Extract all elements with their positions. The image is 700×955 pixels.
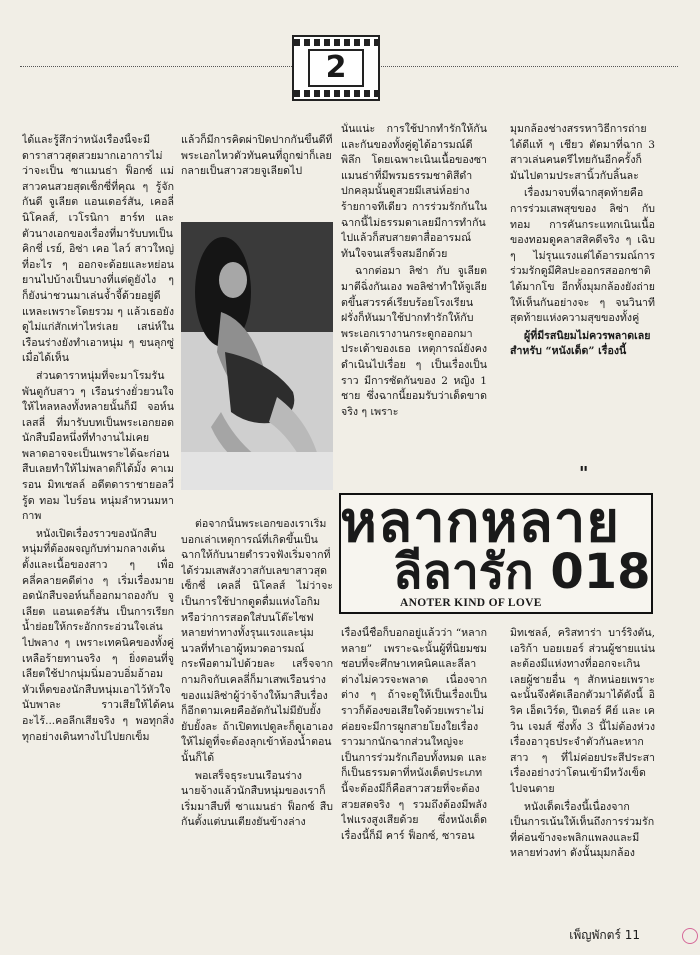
paragraph: มุมกล้องช่างสรรหาวิธีการถ่ายได้ดีแท้ ๆ เชียว ตัดมาที่ฉาก 3 สาวเล่นคนตรีไทยกันอีกครั้งก็มันไปตามประสานิ้วกับลิ้นละ — [510, 123, 655, 182]
article-column-1 — [22, 133, 174, 923]
headline-title-line1: หลากหลาย — [340, 490, 621, 555]
paragraph: หนังเปิดเรื่องราวของนักสืบหนุ่มที่ต้องผจญกับท่ามกลางเต้นตั้งและเนื้อของสาว ๆ เพื่อคลี่คลายคดีต่าง ๆ เริ่มเรื่องมายอดนักสืบจอห์นก็ออกมาถองกับ จูเลียต แอนเดอร์สัน เป็นการเรียกน้ำย่อยให้กระอักกระอ่วนใจเล่นไปพลาง ๆ เพราะเทคนิคของทั้งคู่เหลือร้ายทานจริง ๆ ยิ่งตอนที่จูเลียตใช้ปากนุ่มนิ่มอวบอิ่มอ้าอมหัวเห็ดของนักสืบหนุ่มเอาไว้หัวใจนับพาละ ราวเสียให้ได้คนอะไร้...คอลีกเสียจริง ๆ พอทุกสิ่งทุกอย่างเดินทางไปไปยกเข็ม — [22, 527, 174, 743]
film-strip-top-icon — [294, 39, 378, 46]
paragraph: พอเสร็จธุระบนเรือนร่างนายจ้างแล้วนักสืบหนุ่มของเราก็เริ่มมาสืบที่ ซาแมนธ่า ฟ็อกซ์ สืบกันตั้งแต่บนเตียงยันข้างล่าง — [181, 769, 333, 829]
article-column-4 — [510, 122, 655, 462]
article-column-2-bottom — [181, 517, 333, 927]
paragraph: เรื่องนี้ชื่อก็บอกอยู่แล้วว่า “หลากหลาย” เพราะฉะนั้นผู้ที่นิยมชมชอบที่จะศึกษาเทคนิคและลีลาต่างไม่ควรจะพลาด เนื่องจากต่าง ๆ ถ้าจะดูให้เป็นเรื่องเป็นราวก็ต้องขอเสียใจด้วยเพราะไม่ค่อยจะมีการผูกสายโยงใยเรื่องราวมากนักฉากส่วนใหญ่จะเป็นการร่วมรักเกือบทั้งหมด และก็เป็นธรรมดาที่หนังเด็ดประเภทนี้จะต้องมีก็คือสาวสวยที่จะต้องสวยสดจริง ๆ รวมถึงต้องมีพลังไฟแรงสูงเสียด้วย ซึ่งหนังเด็ดเรื่องนี้ก็มี คาร์ ฟ็อกซ์, ซารอน — [341, 627, 487, 842]
paragraph: ส่วนดาราหนุ่มที่จะมาโรมรันพันตูกับสาว ๆ เรือนร่างยั่วยวนใจให้ไหลหลงทั้งหลายนั้นก็มี จอห์น เลสลี่ ที่มารับบทเป็นพระเอกยอดนักสืบมือหนึ่งที่ทำงานไม่เคยพลาดอาจจะเป็นเพราะได้ฉะก่อนสืบเลยทำให้ไม่พลาดก็ได้มั้ง คาเมรอน มิทเชลล์ อดีตดาราชายอลวี่รู้ด ทอม ไบร์อน หนุ่มลำหวนมหากาพ — [22, 369, 174, 523]
article-column-2-top — [181, 133, 333, 215]
paragraph: มิทเชลล์, คริสทาร่า บาร์ริงตัน, เอริก้า บอยเยอร์ ส่วนผู้ชายแน่นละต้องมีแห่งทางที่ออกจะเกินเลยผู้ชายอื่น ๆ สักหน่อยเพราะฉะนั้นจึงคัดเลือกตัวมาได้ดังนี้ อิริค เอ็ดเวิร์ด, ปีเตอร์ คีย์ และ เควิน เจมส์ ซึ่งทั้ง 3 นี้ไม่ต้องห่วงเรื่องอาวุธประจำตัวกันละหากสาว ๆ ที่ไม่ค่อยประสีประสาเรื่องอย่างว่าโดนเข้ามีหวังเข็ดไปจนตาย — [510, 627, 655, 795]
section-number-badge — [292, 35, 380, 101]
article-column-5 — [341, 626, 487, 926]
paragraph: แล้วก็มีการคิดผ่าปิดปากกันขึ้นดีที่พระเอกไหวตัวทันคนที่ถูกฆ่าก็เลยกลายเป็นสาวสวยจูเลียดไป — [181, 134, 333, 178]
paragraph: ต่อจากนั้นพระเอกของเราเริ่มบอกเล่าเหตุการณ์ที่เกิดขึ้นเป็นฉากให้กับนายตำรวจฟังเริ่มจากที่ได้ร่วมเสพสังวาสกับเลขาสาวสุดเซ็กซี่ เคลลี่ นิโคลส์ ไม่ว่าจะเป็นการใช้ปากดูดดื่มแห่งโอกิม หรือว่าการสอดใส่บนโต๊ะไซฟหลายท่าทางทั้งรุนแรงและนุ่มนวลที่ทำเอาผู้หมวดอารมณ์กระพือตามไปด้วยละ เสร็จจากกามกิจกับเคลลี่ก็มาเสพเรือนร่างของแม่ลิซ่าผู้ว่าจ้างให้มาสืบเรื่องก็อีกตามเคยคืออัดกันไม่มียับยั้งยับยั้งละ ถ้าเปิดทเปดูละก็ดูเอาเองให้ไม่ดูที่จะต้องลุกเข้าห้องน้ำตอนนั้นก็ได้ — [181, 518, 333, 764]
paragraph: ได้และรู้สึกว่าหนังเรื่องนี้จะมีดาราสาวสุดสวยมากเอาการไม่ว่าจะเป็น ซาแมนธ่า ฟ็อกซ์ แม่สาวคนสวยสุดเซ็กซี่ที่คุณ ๆ รู้จักกันดี จูเลียต แอนเดอร์สัน, เคอลี่ นิโคลส์, เวโรนิกา ฮาร์ท และตัวนางเอกของเรื่องที่มารับบทเป็น คิกชี่ เรย์, อิซ่า เคอ ไลว์ สาวใหญ่ที่อะไร ๆ ออกจะด้อยและหย่อนยานไปบ้างเป็นบางที่แต่ดูยังไง ๆ ก็ยังน่าชวนมาเล่นจ้ำจี้ด้วยอยู่ดีแหละเพราะโดยรวม ๆ แล้วเธอยังดูไม่แก่สักเท่าไหร่เลย เสน่ห์ในเรือนร่างยังทำเอาหนุ่ม ๆ ขนลุกซู่เมื่อได้เห็น — [22, 134, 174, 365]
headline-subtitle: ANOTER KIND OF LOVE — [400, 597, 542, 609]
film-strip-bottom-icon — [294, 90, 378, 97]
paragraph: นั่นแน่ะ การใช้ปากทำรักให้กันและกันของทั้งคู่ดูได้อารมณ์ดีพิลึก โดยเฉพาะเนินเนื้อของซาแมนธ่าที่มีพรมธรรมชาติสีดำปกคลุมนั้นดูสวยมีเสน่ห์อย่างร้ายกาจทีเดียว การร่วมรักกันในฉากนี้ไม่ธรรมดาเลยมีการทำกันไปแล้วก็สบสายตาสื่ออารมณ์ทันใจจนเสร็จสมอีกด้วย — [341, 123, 487, 260]
article-column-3 — [341, 122, 487, 474]
page-footer — [569, 926, 640, 945]
paragraph: ฉากต่อมา ลิซ่า กับ จูเลียต มาตีฉิ่งกันเอง พอลิซ่าทำให้จูเลียตขึ้นสวรรค์เรียบร้อยโรงเรียนฝรั่งก็หันมาใช้ปากทำรักให้กับพระเอกเรางานกระดูกออกมาประเด้าของเธอ เหตุการณ์ยังคงดำเนินไปเรื่อย ๆ เป็นเรื่องเป็นราว มีการซัดกันของ 2 หญิง 1 ชาย ซึ่งฉากนี้ยอมรับว่าเด็ดขาดจริง ๆ เพราะ — [341, 265, 487, 418]
page-number: 11 — [624, 928, 640, 942]
article-column-6 — [510, 626, 655, 926]
paragraph: หนังเด็ดเรื่องนี้เนื่องจากเป็นการเน้นให้เห็นถึงการร่วมรักที่ค่อนข้างจะพลิกแพลงและมีหลายท่วงท่า ดังนั้นมุมกล้อง — [510, 800, 655, 860]
headline-title-line2: ลีลารัก 018 — [393, 544, 651, 600]
actress-photo — [181, 222, 333, 490]
closing-recommendation: ผู้ที่มีรสนิยมไม่ควรพลาดเลยสำหรับ “หนังเด็ด” เรื่องนี้ — [510, 329, 651, 358]
end-mark: " — [579, 463, 589, 484]
photo-figure-icon — [181, 222, 333, 490]
magazine-name: เพ็ญพักตร์ — [569, 928, 621, 942]
watermark-stamp-icon — [682, 928, 698, 944]
paragraph: เรื่องมาจบที่ฉากสุดท้ายคือการร่วมเสพสุขของ ลิซ่า กับ ทอม การคันกระแทกเนินเนื้อของทอมดูคลาสสิคดีจริง ๆ เฉิบ ๆ ไม่รุนแรงแต่ได้อารมณ์การร่วมรักดูมีศิลปะออกรสออกชาติได้มากโข อีกทั้งมุมกล้องยังถ่ายให้เห็นกันอย่างจะ ๆ จนวินาทีสุดท้ายแห่งความสุขของทั้งคู่ — [510, 187, 655, 325]
section-number: 2 — [308, 49, 364, 87]
